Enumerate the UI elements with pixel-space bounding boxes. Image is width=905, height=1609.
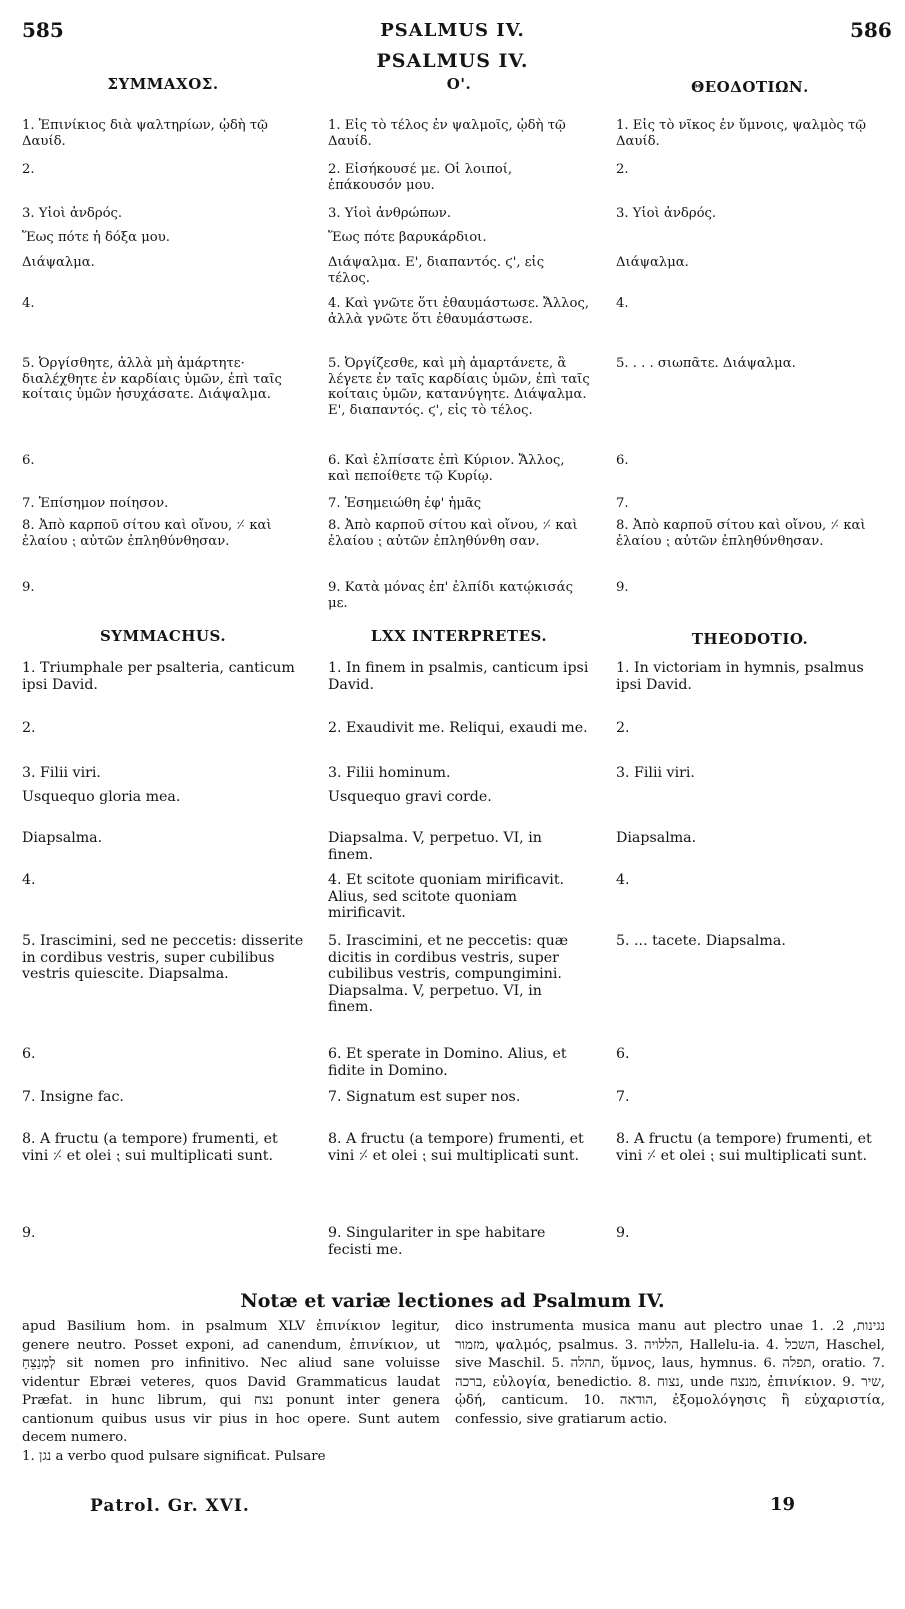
latin-verse-cell: 4. [616, 872, 630, 888]
latin-verse-cell: 9. [22, 1225, 36, 1241]
latin-verse-cell: 5. Irascimini, sed ne peccetis: disserite in cordibus vestris, super cubilibus vestris quiescite. Diapsalma. [22, 933, 304, 982]
page-number-right: 586 [850, 18, 892, 42]
latin-verse-cell: 5. ... tacete. Diapsalma. [616, 933, 786, 949]
greek-verse-cell: 8. Ἀπὸ καρποῦ σίτου καὶ οἴνου, ⸓ καὶ ἐλαίου ⁏ αὐτῶν ἐπληθύνθησαν. [616, 518, 866, 549]
greek-verse-cell: 9. [616, 580, 629, 595]
greek-verse-cell: 2. [22, 162, 35, 177]
greek-verse-cell: 1. Εἰς τὸ τέλος ἐν ψαλμοῖς, ᾠδὴ τῷ Δαυίδ. [328, 118, 566, 149]
latin-verse-cell: 6. [22, 1046, 36, 1062]
greek-verse-cell: 2. Εἰσήκουσέ με. Οἱ λοιποί, ἐπάκουσόν μου. [328, 162, 513, 193]
greek-verse-cell: 6. Καὶ ἐλπίσατε ἐπὶ Κύριον. Ἄλλος, καὶ πεποίθετε τῷ Κυρίῳ. [328, 453, 565, 484]
footer-volume: Patrol. Gr. XVI. [90, 1496, 250, 1516]
latin-verse-cell: 2. [22, 720, 36, 736]
latin-verse-cell: 7. [616, 1089, 630, 1105]
latin-verse-cell: Usquequo gloria mea. [22, 789, 181, 805]
greek-verse-cell: Διάψαλμα. [22, 255, 95, 270]
greek-header-theodotion: ΘΕΟΔΟΤΙΩΝ. [691, 78, 809, 96]
greek-header-septuagint: Ο'. [446, 75, 472, 93]
greek-verse-cell: 7. Ἐπίσημον ποίησον. [22, 496, 169, 511]
latin-verse-cell: Diapsalma. [616, 830, 697, 846]
greek-verse-cell: 4. Καὶ γνῶτε ὅτι ἐθαυμάστωσε. Ἄλλος, ἀλλὰ γνῶτε ὅτι ἐθαυμάστωσε. [328, 296, 590, 327]
greek-verse-cell: 5. Ὀργίζεσθε, καὶ μὴ ἁμαρτάνετε, ἃ λέγετε ἐν ταῖς καρδίαις ὑμῶν, ἐπὶ ταῖς κοίταις ὑμῶν, κατανύγητε. Διάψαλμα. Ε', διαπαντός. ϛ', εἰς τὸ τέλος. [328, 356, 590, 418]
greek-verse-cell: 8. Ἀπὸ καρποῦ σίτου καὶ οἴνου, ⸓ καὶ ἐλαίου ⁏ αὐτῶν ἐπληθύνθη σαν. [328, 518, 578, 549]
latin-verse-cell: 7. Insigne fac. [22, 1089, 124, 1105]
latin-verse-cell: 1. In finem in psalmis, canticum ipsi David. [328, 660, 589, 693]
greek-verse-cell: 3. Υἱοὶ ἀνδρός. [616, 206, 717, 221]
psalm-title: PSALMUS IV. [376, 50, 529, 72]
latin-verse-cell: 9. Singulariter in spe habitare fecisti me. [328, 1225, 546, 1258]
latin-verse-cell: 9. [616, 1225, 630, 1241]
latin-verse-cell: 2. Exaudivit me. Reliqui, exaudi me. [328, 720, 588, 736]
greek-verse-cell: 3. Υἱοὶ ἀνθρώπων. [328, 206, 451, 221]
greek-verse-cell: 4. [616, 296, 629, 311]
latin-verse-cell: 3. Filii viri. [616, 765, 695, 781]
latin-verse-cell: 6. [616, 1046, 630, 1062]
latin-verse-cell: 5. Irascimini, et ne peccetis: quæ dicitis in cordibus vestris, super cubilibus vestris, compungimini. Diapsalma. V, perpetuo. VI, in finem. [328, 933, 569, 1015]
greek-verse-cell: Διάψαλμα. Ε', διαπαντός. ϛ', εἰς τέλος. [328, 255, 545, 286]
latin-verse-cell: 8. A fructu (a tempore) frumenti, et vini ⸓ et olei ⁏ sui multiplicati sunt. [22, 1131, 278, 1164]
greek-verse-cell: 4. [22, 296, 35, 311]
greek-verse-cell: 3. Υἱοὶ ἀνδρός. [22, 206, 123, 221]
greek-verse-cell: 6. [616, 453, 629, 468]
latin-header-theodotio: THEODOTIO. [691, 630, 809, 648]
greek-header-symmachus: ΣΥΜΜΑΧΟΣ. [107, 75, 219, 93]
latin-verse-cell: 6. Et sperate in Domino. Alius, et fidite in Domino. [328, 1046, 567, 1079]
latin-header-symmachus: SYMMACHUS. [99, 627, 227, 645]
greek-verse-cell: Ἕως πότε ἡ δόξα μου. [22, 230, 170, 245]
greek-verse-cell: Διάψαλμα. [616, 255, 689, 270]
greek-verse-cell: 6. [22, 453, 35, 468]
running-title: PSALMUS IV. [380, 20, 525, 41]
latin-verse-cell: 7. Signatum est super nos. [328, 1089, 521, 1105]
latin-verse-cell: 2. [616, 720, 630, 736]
latin-verse-cell: Usquequo gravi corde. [328, 789, 492, 805]
latin-header-lxx: LXX INTERPRETES. [370, 627, 548, 645]
notes-left-column: apud Basilium hom. in psalmum XLV ἐπινίκιον legitur, genere neutro. Posset exponi, ad canendum, ἐπινίκιον, ut לְמְנַצֵּחַ sit nomen pro infinitivo. Nec aliud sane voluisse videntur Ebræi veteres, quos David Grammaticus laudat Præfat. in hunc librum, qui נצח ponunt inter genera cantionum quibus usus vir pius in hoc opere. Sunt autem decem numero. 1. נגן a verbo quod pulsare significat. Pulsare [22, 1319, 441, 1464]
greek-verse-cell: 2. [616, 162, 629, 177]
latin-verse-cell: Diapsalma. V, perpetuo. VI, in finem. [328, 830, 542, 863]
latin-verse-cell: Diapsalma. [22, 830, 103, 846]
greek-verse-cell: 9. [22, 580, 35, 595]
greek-verse-cell: 5. . . . σιωπᾶτε. Διάψαλμα. [616, 356, 796, 371]
page-number-left: 585 [22, 18, 64, 42]
greek-verse-cell: 8. Ἀπὸ καρποῦ σίτου καὶ οἴνου, ⸓ καὶ ἐλαίου ⁏ αὐτῶν ἐπληθύνθησαν. [22, 518, 272, 549]
latin-verse-cell: 3. Filii hominum. [328, 765, 451, 781]
notes-right-column: dico instrumenta musica manu aut plectro unae 1. נגינות, 2. מזמור, ψαλμός, psalmus. 3. הללויה, Hallelu-ia. 4. השכל, Haschel, sive Maschil. 5. תהלה, ὕμνος, laus, hymnus. 6. תפלה, oratio. 7. ברכה, εὐλογία, benedictio. 8. נצוח, unde מנצח, ἐπινίκιον. 9. שיר, ᾠδή, canticum. 10. הודאה, ἐξομολόγησις ἢ εὐχαριστία, confessio, sive gratiarum actio. [455, 1319, 886, 1427]
latin-verse-cell: 8. A fructu (a tempore) frumenti, et vini ⸓ et olei ⁏ sui multiplicati sunt. [616, 1131, 872, 1164]
latin-verse-cell: 8. A fructu (a tempore) frumenti, et vini ⸓ et olei ⁏ sui multiplicati sunt. [328, 1131, 584, 1164]
latin-verse-cell: 4. Et scitote quoniam mirificavit. Alius, sed scitote quoniam mirificavit. [328, 872, 565, 921]
greek-verse-cell: 5. Ὀργίσθητε, ἀλλὰ μὴ ἁμάρτητε· διαλέχθητε ἐν καρδίαις ὑμῶν, ἐπὶ ταῖς κοίταις ὑμῶν ἡσυχάσατε. Διάψαλμα. [22, 356, 282, 402]
greek-verse-cell: Ἕως πότε βαρυκάρδιοι. [328, 230, 487, 245]
notes-title: Notæ et variæ lectiones ad Psalmum IV. [240, 1290, 665, 1312]
latin-verse-cell: 4. [22, 872, 36, 888]
greek-verse-cell: 1. Εἰς τὸ νῖκος ἐν ὕμνοις, ψαλμὸς τῷ Δαυίδ. [616, 118, 867, 149]
greek-verse-cell: 9. Κατὰ μόνας ἐπ' ἐλπίδι κατῴκισάς με. [328, 580, 573, 611]
latin-verse-cell: 1. In victoriam in hymnis, psalmus ipsi David. [616, 660, 864, 693]
footer-signature: 19 [770, 1494, 796, 1515]
latin-verse-cell: 3. Filii viri. [22, 765, 101, 781]
latin-verse-cell: 1. Triumphale per psalteria, canticum ipsi David. [22, 660, 295, 693]
greek-verse-cell: 7. [616, 496, 629, 511]
greek-verse-cell: 7. Ἐσημειώθη ἐφ' ἡμᾶς [328, 496, 482, 511]
greek-verse-cell: 1. Ἐπινίκιος διὰ ψαλτηρίων, ᾠδὴ τῷ Δαυίδ. [22, 118, 268, 149]
